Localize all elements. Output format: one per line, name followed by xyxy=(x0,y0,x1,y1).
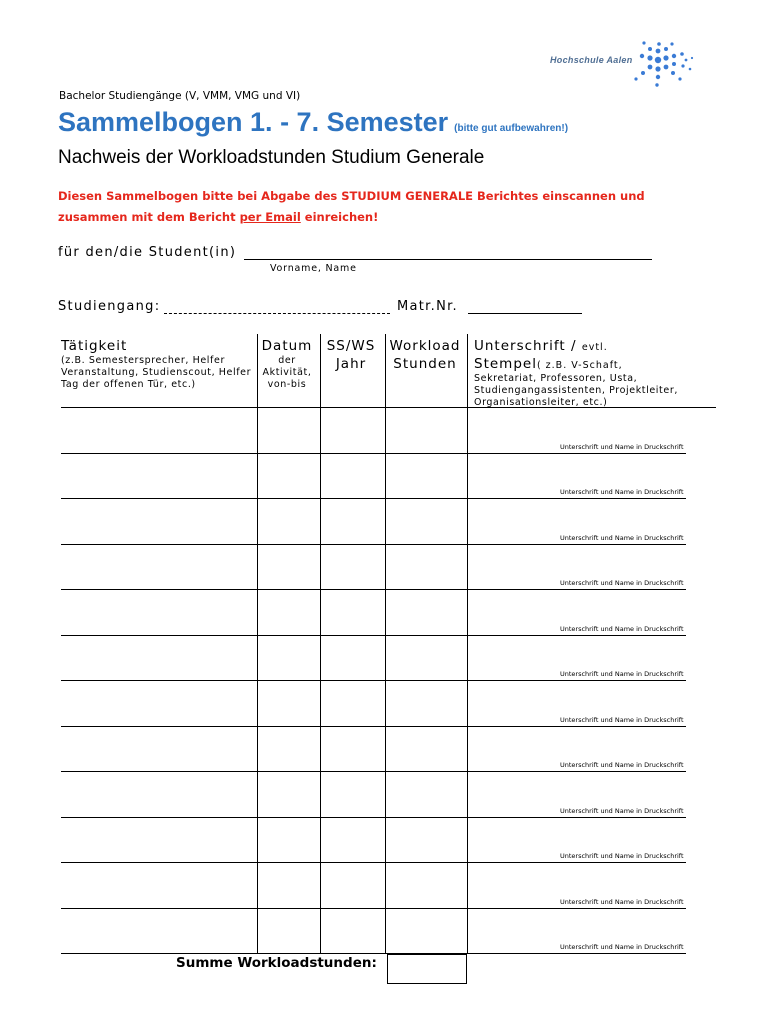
title-text: Sammelbogen 1. - 7. Semester xyxy=(58,107,449,137)
stempel-title: Stempel xyxy=(474,356,537,372)
signature-note: Unterschrift und Name in Druckschrift xyxy=(560,806,684,815)
table-row[interactable] xyxy=(61,680,686,681)
university-logo xyxy=(538,38,698,92)
signature-note: Unterschrift und Name in Druckschrift xyxy=(560,579,684,587)
stempel-hint: ( z.B. V-Schaft, xyxy=(536,360,623,371)
table-row[interactable] xyxy=(61,953,686,954)
signature-note: Unterschrift und Name in Druckschrift xyxy=(560,715,684,724)
title-note: (bitte gut aufbewahren!) xyxy=(454,123,569,134)
signature-evtl: evtl. xyxy=(581,342,608,353)
table-row[interactable] xyxy=(61,817,686,818)
studiengang-field[interactable] xyxy=(164,313,390,314)
signature-note: Unterschrift und Name in Druckschrift xyxy=(560,488,684,496)
signature-note: Unterschrift und Name in Druckschrift xyxy=(560,442,684,451)
col-header-datum: Datum xyxy=(261,338,313,354)
matr-field[interactable] xyxy=(468,313,582,314)
page-title xyxy=(58,107,568,138)
column-divider xyxy=(467,334,468,953)
column-divider xyxy=(385,334,386,953)
col-header-signature xyxy=(474,338,608,354)
table-row[interactable] xyxy=(61,771,686,772)
col-header-hours: Stunden xyxy=(393,356,457,372)
signature-note: Unterschrift und Name in Druckschrift xyxy=(560,624,684,633)
table-row[interactable] xyxy=(61,453,686,454)
table-row[interactable] xyxy=(61,498,686,499)
table-row[interactable] xyxy=(61,635,686,636)
program-label: Bachelor Studiengänge (V, VMM, VMG und VI) xyxy=(59,90,301,102)
studiengang-label: Studiengang: xyxy=(58,299,161,314)
student-label: für den/die Student(in) xyxy=(58,245,237,260)
col-hint-taetigkeit: (z.B. Semestersprecher, Helfer Veranstaltung, Studienscout, Helfer Tag der offenen Tür, etc.) xyxy=(61,355,252,390)
col-header-semester: SS/WS xyxy=(326,338,376,354)
table-header-divider xyxy=(61,407,716,408)
table-row[interactable] xyxy=(61,908,686,909)
table-row[interactable] xyxy=(61,862,686,863)
signature-note: Unterschrift und Name in Druckschrift xyxy=(560,852,684,860)
signature-note: Unterschrift und Name in Druckschrift xyxy=(560,761,684,769)
col-hint-datum: der Aktivität, von-bis xyxy=(262,355,312,390)
signature-note: Unterschrift und Name in Druckschrift xyxy=(560,533,684,542)
signature-note: Unterschrift und Name in Druckschrift xyxy=(560,943,684,951)
table-row[interactable] xyxy=(61,589,686,590)
logo-text: Hochschule Aalen xyxy=(550,55,633,65)
column-divider xyxy=(257,334,258,953)
signature-title: Unterschrift / xyxy=(474,338,577,354)
col-header-taetigkeit: Tätigkeit xyxy=(61,338,128,354)
col-header-workload: Workload xyxy=(389,338,461,354)
notice-part2: einreichen! xyxy=(300,210,379,224)
col-hint-signature: Sekretariat, Professoren, Usta, Studiengangassistenten, Projektleiter, Organisationsleiter, etc.) xyxy=(474,373,678,408)
notice-text xyxy=(58,186,718,228)
notice-part1: Diesen Sammelbogen bitte bei Abgabe des STUDIUM GENERALE Berichtes einscannen und zusammen mit dem Bericht xyxy=(58,189,645,224)
page-subtitle: Nachweis der Workloadstunden Studium Generale xyxy=(58,147,485,168)
student-name-caption: Vorname, Name xyxy=(270,263,357,274)
table-row[interactable] xyxy=(61,726,686,727)
signature-note: Unterschrift und Name in Druckschrift xyxy=(560,670,684,678)
notice-email-link: per Email xyxy=(239,210,301,224)
col-header-year: Jahr xyxy=(335,356,367,372)
table-row[interactable] xyxy=(61,544,686,545)
column-divider xyxy=(320,334,321,953)
summary-label: Summe Workloadstunden: xyxy=(176,955,377,971)
summary-total-field[interactable] xyxy=(387,954,467,984)
signature-note: Unterschrift und Name in Druckschrift xyxy=(560,897,684,906)
logo-starburst-icon xyxy=(538,38,698,92)
col-header-stempel xyxy=(474,356,623,372)
matr-label: Matr.Nr. xyxy=(397,299,458,314)
student-name-field[interactable] xyxy=(244,259,652,260)
